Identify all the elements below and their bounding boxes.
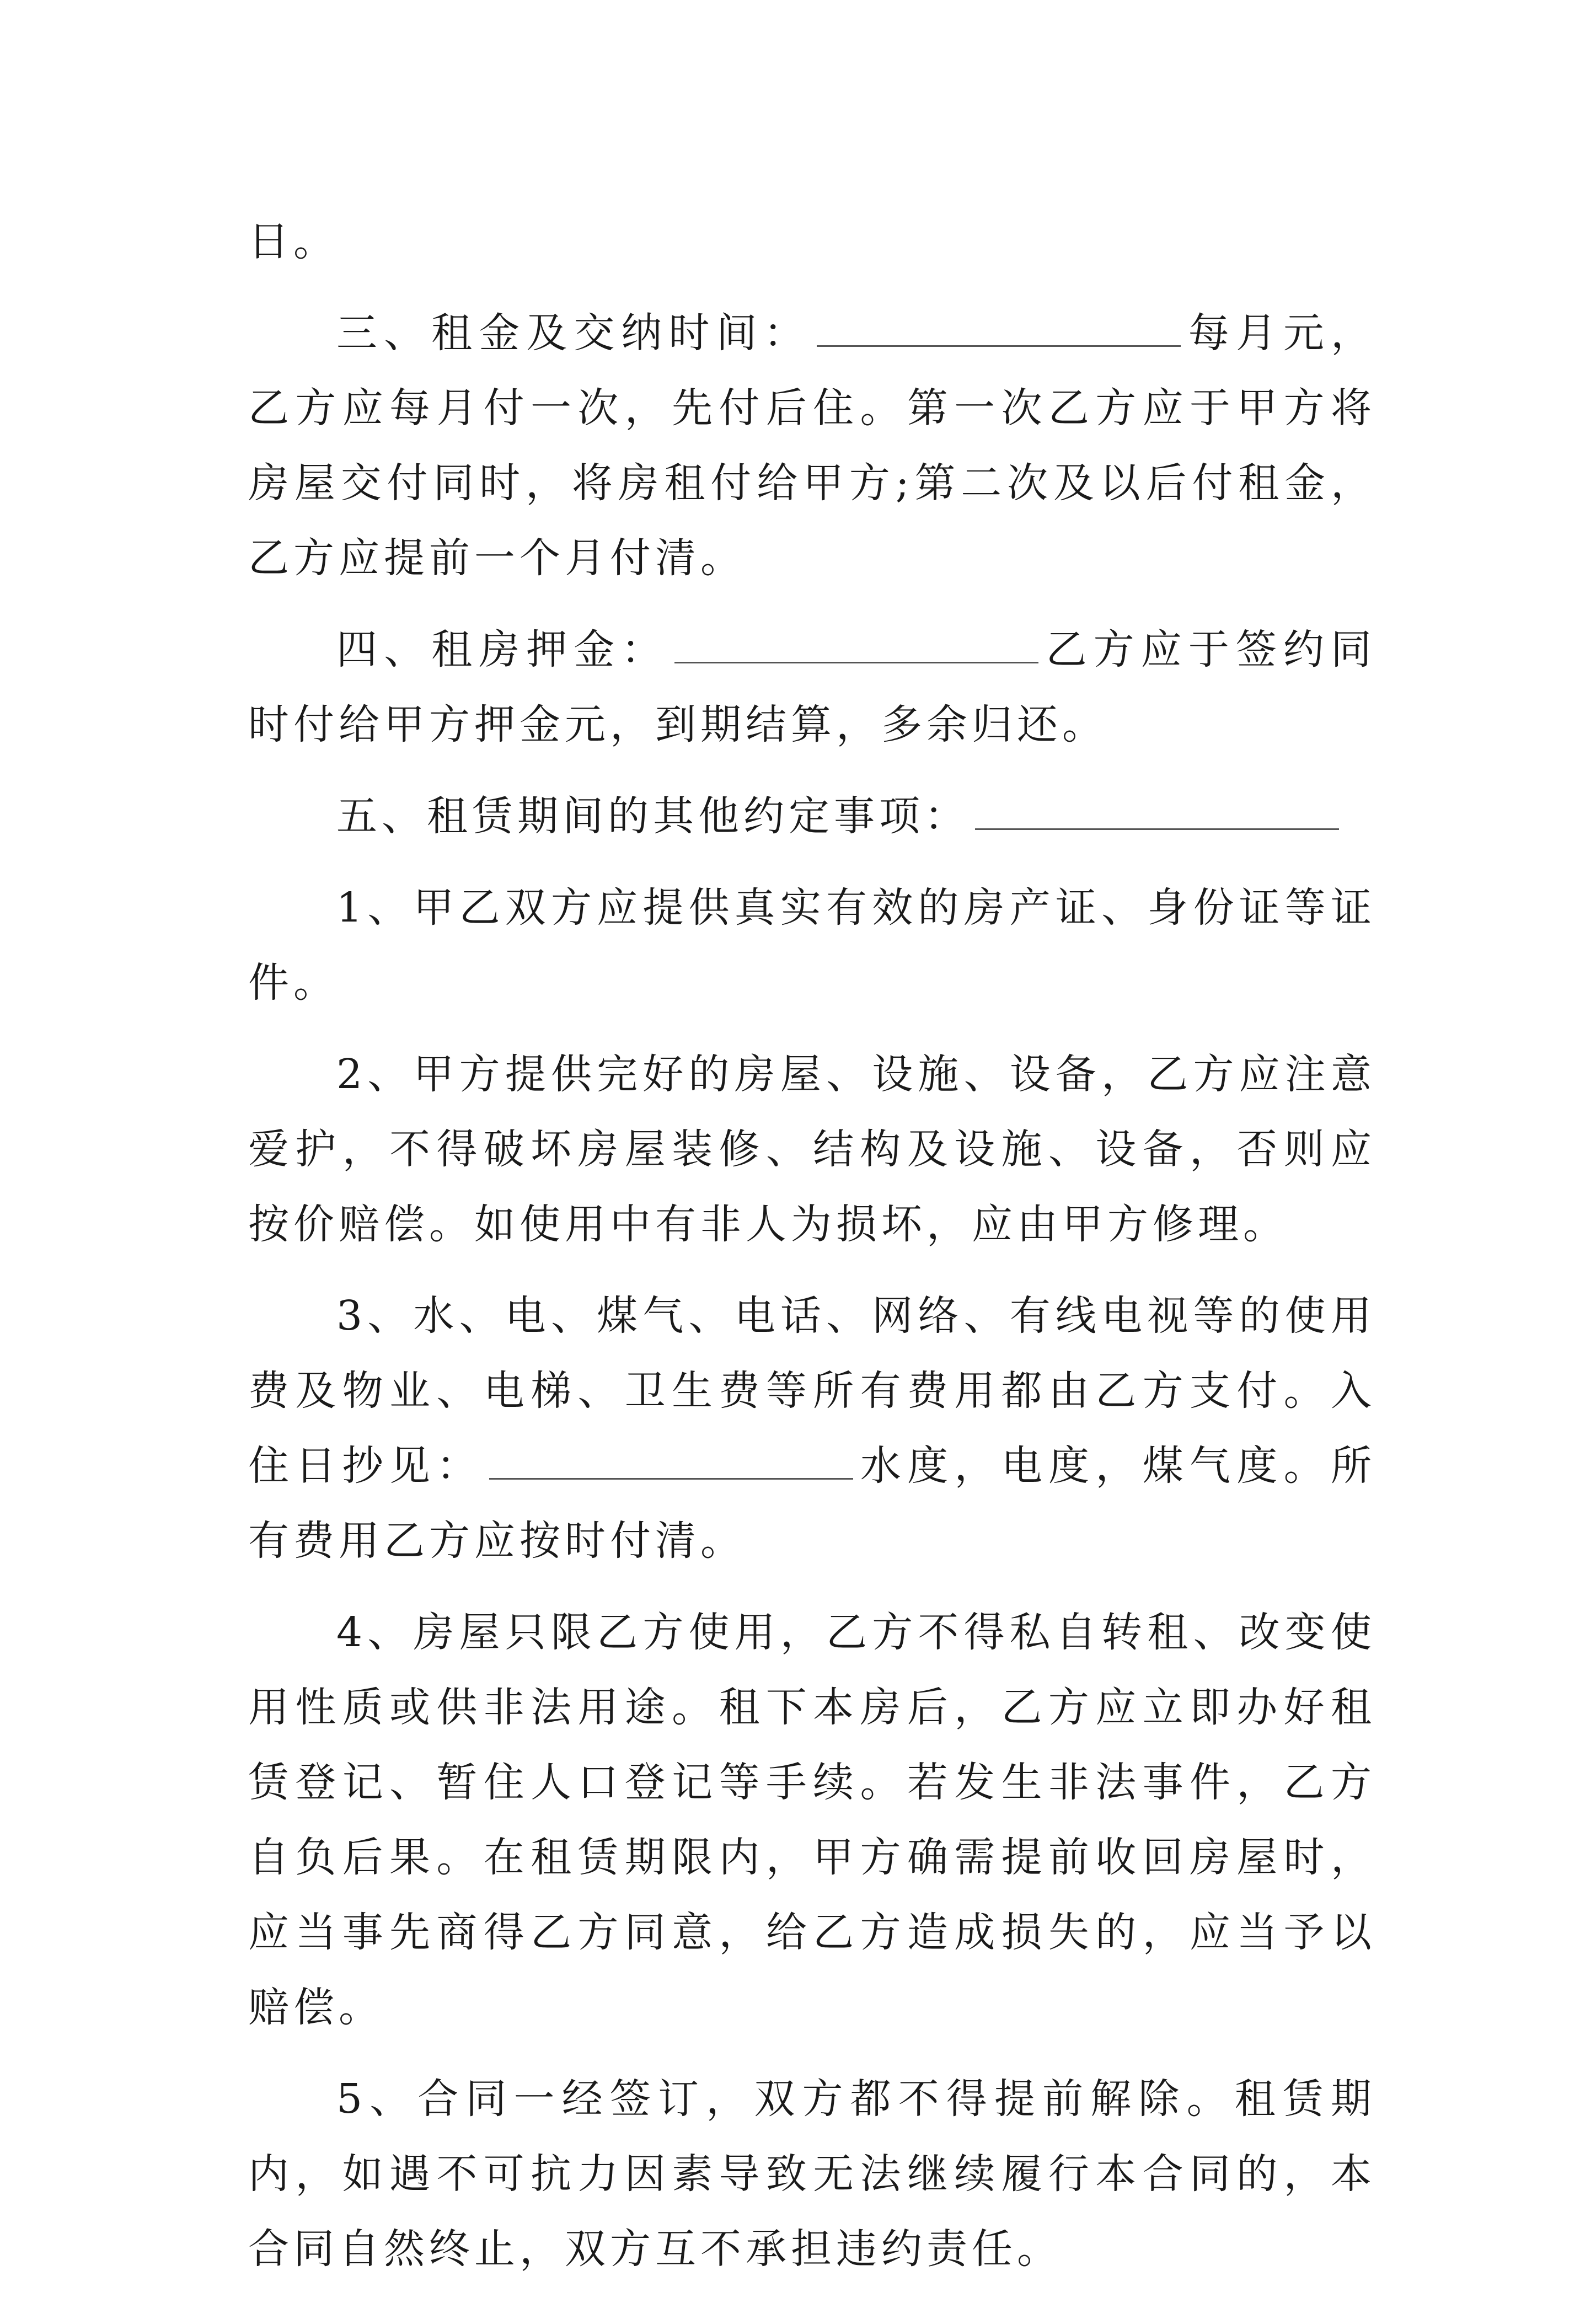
paragraph-text: 2、甲方提供完好的房屋、设施、设备，乙方应注意爱护，不得破坏房屋装修、结构及设施、设备，否则应按价赔偿。如使用中有非人为损坏，应由甲方修理。 (248, 1051, 1376, 1248)
paragraph-term-4 (248, 1595, 1376, 2045)
paragraph-term-5 (248, 2061, 1376, 2286)
paragraph-term-3 (248, 1278, 1376, 1578)
paragraph-rent-payment (248, 296, 1376, 596)
paragraph-term-1 (248, 870, 1376, 1020)
paragraph-text: 三、租金及交纳时间： (336, 309, 811, 357)
paragraph-deposit (248, 612, 1376, 762)
rent-blank-field[interactable] (817, 312, 1181, 347)
paragraph-text: 4、房屋只限乙方使用，乙方不得私自转租、改变使用性质或供非法用途。租下本房后，乙方应立即办好租赁登记、暂住人口登记等手续。若发生非法事件，乙方自负后果。在租赁期限内，甲方确需提前收回房屋时，应当事先商得乙方同意，给乙方造成损失的，应当予以赔偿。 (248, 1609, 1376, 2031)
meter-reading-blank-field[interactable] (489, 1445, 853, 1480)
paragraph-term-2 (248, 1037, 1376, 1262)
paragraph-text: 1、甲乙双方应提供真实有效的房产证、身份证等证件。 (248, 884, 1376, 1006)
paragraph-text: 水度，电度，煤气度。所有费用乙方应按时付清。 (248, 1442, 1376, 1565)
paragraph-text: 3、水、电、煤气、电话、网络、有线电视等的使用费及物业、电梯、卫生费等所有费用都由乙方支付。入住日抄见： (248, 1292, 1376, 1490)
paragraph-text: 5、合同一经签订，双方都不得提前解除。租赁期内，如遇不可抗力因素导致无法继续履行本合同的，本合同自然终止，双方互不承担违约责任。 (248, 2075, 1376, 2273)
paragraph-text: 五、租赁期间的其他约定事项： (336, 792, 970, 840)
deposit-blank-field[interactable] (674, 629, 1038, 663)
other-terms-blank-field[interactable] (975, 795, 1339, 830)
paragraph-text: 日。 (248, 218, 339, 265)
paragraph-text: 四、租房押金： (336, 626, 669, 673)
document-body (248, 204, 1376, 2303)
paragraph-date-end (248, 204, 1376, 279)
paragraph-text: 每月元，乙方应每月付一次，先付后住。第一次乙方应于甲方将房屋交付同时，将房租付给甲方;第二次及以后付租金，乙方应提前一个月付清。 (248, 309, 1377, 582)
paragraph-other-terms (248, 779, 1376, 854)
paragraph-text: 乙方应于签约同时付给甲方押金元，到期结算，多余归还。 (248, 626, 1376, 748)
